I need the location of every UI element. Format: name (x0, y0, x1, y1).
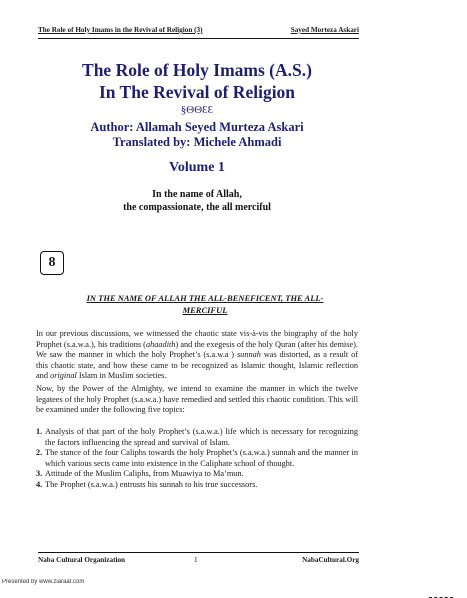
ornament-divider: §ΘΘƐƐ (180, 104, 214, 116)
paragraph-previous-discussions (36, 329, 358, 382)
list-item-text: Attitude of the Muslim Caliphs, from Muawiya to Ma’mun. (45, 469, 244, 479)
list-item-number: 3. (36, 469, 43, 479)
footer-website: NabaCultural.Org (302, 556, 359, 564)
p1-text-g: Islam in Muslim societies. (76, 371, 167, 381)
book-title-line-2: In The Revival of Religion (98, 82, 296, 102)
running-header (38, 26, 359, 39)
p1-text-e: was distorted, as a result of this chaotic state, and how these came to be recognized as Islamic thought, Islamic reflection and (36, 350, 359, 381)
paragraph-five-topics: Now, by the Power of the Almighty, we intend to examine the manner in which the twelve legatees of the holy Prophet (s.a.w.a.) have remedied and settled this chaotic condition. This will be examined under the following five topics: (36, 384, 358, 415)
list-item (36, 427, 358, 448)
book-title-line-1: The Role of Holy Imams (A.S.) (82, 60, 312, 80)
section-number-badge: 8 (40, 251, 64, 275)
page-footer (38, 552, 359, 566)
section-heading-line-1: IN THE NAME OF ALLAH THE ALL-BENEFICENT, THE ALL- (86, 293, 324, 303)
translator-credit: Translated by: Michele Ahmadi (112, 135, 282, 149)
header-author: Sayed Morteza Askari (290, 26, 359, 34)
p1-term-ahaadith: ahaadith (145, 339, 176, 349)
list-item-text: Analysis of that part of the holy Prophet’s (s.a.w.a.) life which is necessary for recognizing the factors influencing the spread and survival of Islam. (45, 427, 358, 447)
list-item-number: 4. (36, 479, 43, 489)
p1-term-original: original (50, 371, 77, 381)
corner-mark (429, 594, 453, 598)
list-item-text: The Prophet (s.a.w.a.) entrusts his sunnah to his true successors. (45, 479, 258, 489)
footer-page-number: 1 (194, 556, 198, 564)
list-item-number: 2. (36, 448, 43, 458)
list-item-number: 1. (36, 427, 43, 436)
list-item-text: The stance of the four Caliphs towards the holy Prophet’s (s.a.w.a.) sunnah and the manner in which various sects came into existence in the Caliphate school of thought. (45, 448, 358, 468)
p1-term-sunnah: sunnah (236, 350, 261, 360)
basmala-line-1: In the name of Allah, (152, 189, 242, 200)
footer-organization: Naba Cultural Organization (38, 556, 126, 564)
volume-label: Volume 1 (169, 160, 225, 175)
section-heading-line-2: MERCIFUL (182, 305, 228, 315)
basmala-line-2: the compassionate, the all merciful (123, 202, 271, 213)
list-item (36, 480, 358, 491)
header-book-title: The Role of Holy Imams in the Revival of Religion (3) (38, 26, 203, 34)
list-item (36, 448, 358, 469)
watermark-text: Presented by www.ziaraat.com (2, 579, 85, 585)
p1-text-a: In our previous discussions, we witnessed the chaotic state vis-à-vis the biography of the holy Prophet (s.a.w.a.), his traditions ( (36, 329, 358, 349)
p1-text-c: ) and the exegesis of the holy Quran (after his demise). We saw the manner in which the holy Prophet’s (s.a.w.a ) (36, 339, 358, 360)
topics-list (36, 427, 358, 491)
list-item (36, 469, 358, 480)
author-credit: Author: Allamah Seyed Murteza Askari (90, 120, 304, 134)
